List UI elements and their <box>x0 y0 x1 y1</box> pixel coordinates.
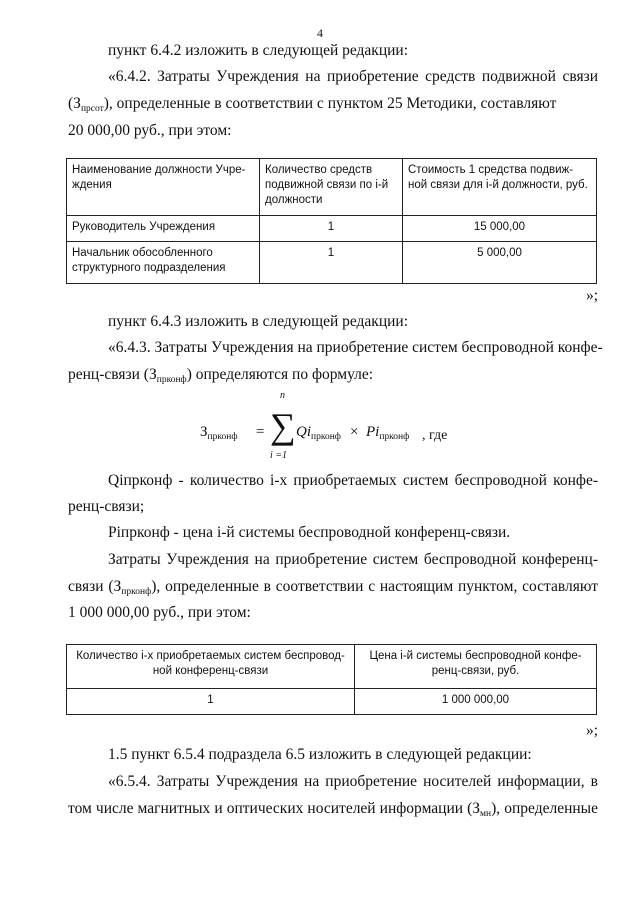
table-row <box>67 242 597 284</box>
definition-qi-line2: ренц-связи; <box>68 498 145 515</box>
paragraph-6-4-3-line1: «6.4.3. Затраты Учреждения на приобретение систем беспроводной конфе- <box>108 339 603 356</box>
paragraph-costs-line2: связи $(З_{прконф})$, определенные в соответствии с настоящим пунктом, составляют <box>68 578 599 597</box>
table-cell: 15 000,00 <box>403 216 597 242</box>
table-header-row <box>67 645 597 689</box>
table-header-cell: Стоимость 1 средства подвиж-ной связи для i-й должности, руб. <box>403 159 597 216</box>
formula-lower-limit: i =1 <box>270 450 288 461</box>
closing-quote: »; <box>585 722 598 739</box>
formula-price: $Pi_{прконф}$ <box>366 424 410 442</box>
paragraph-6-4-3-intro: пункт 6.4.3 изложить в следующей редакции: <box>108 313 409 330</box>
table-cell: Начальник обособленного структурного подразделения <box>67 242 260 284</box>
mobile-devices-table <box>66 158 597 284</box>
formula-sigma: ∑ <box>270 406 296 446</box>
table-header-cell: Количество средств подвижной связи по i-й должности <box>260 159 403 216</box>
table-cell: 1 000 000,00 <box>355 689 597 715</box>
table-row <box>67 216 597 242</box>
paragraph-6-4-2-line2: $(З_{прсот})$, определенные в соответствии с пунктом 25 Методики, составляют <box>68 95 557 114</box>
paragraph-costs-line3: 1 000 000,00 руб., при этом: <box>68 604 251 621</box>
paragraph-6-5-4-line2: том числе магнитных и оптических носителей информации $(З_{мн})$, определенные <box>68 800 598 819</box>
table-cell: 1 <box>67 689 355 715</box>
formula-where: , где <box>422 428 448 443</box>
table-header-cell: Наименование должности Учре-ждения <box>67 159 260 216</box>
paragraph-6-5-4-line1: «6.5.4. Затраты Учреждения на приобретение носителей информации, в <box>108 773 598 790</box>
paragraph-6-4-2-line3: 20 000,00 руб., при этом: <box>68 122 232 139</box>
closing-quote: »; <box>585 287 598 304</box>
formula-quantity: $Qi_{прконф}$ <box>296 424 341 442</box>
paragraph-6-4-2-line1: «6.4.2. Затраты Учреждения на приобретение средств подвижной связи <box>108 68 598 85</box>
table-cell: Руководитель Учреждения <box>67 216 260 242</box>
definition-qi-line1: Qiпрконф - количество i-х приобретаемых систем беспроводной конфе- <box>108 472 598 489</box>
table-header-cell: Количество i-х приобретаемых систем беспровод-ной конференц-связи <box>67 645 355 689</box>
cost-formula <box>200 390 480 462</box>
formula-times: × <box>350 424 359 440</box>
formula-equals: = <box>256 424 265 440</box>
formula-upper-limit: n <box>280 390 285 401</box>
definition-pi: Piпрконф - цена i-й системы беспроводной конференц-связи. <box>108 524 511 541</box>
page-number: 4 <box>317 26 323 40</box>
table-cell: 5 000,00 <box>403 242 597 284</box>
table-cell: 1 <box>260 216 403 242</box>
conference-systems-table <box>66 644 597 715</box>
table-header-cell: Цена i-й системы беспроводной конфе-ренц-связи, руб. <box>355 645 597 689</box>
formula-lhs: $З_{прконф}$ <box>200 424 238 442</box>
paragraph-1-5-intro: 1.5 пункт 6.5.4 подраздела 6.5 изложить в следующей редакции: <box>108 746 532 763</box>
table-header-row <box>67 159 597 216</box>
table-cell: 1 <box>260 242 403 284</box>
paragraph-6-4-3-line2: ренц-связи $(З_{прконф})$ определяются по формуле: <box>68 366 374 385</box>
table-row <box>67 689 597 715</box>
paragraph-6-4-2-intro: пункт 6.4.2 изложить в следующей редакции: <box>108 42 409 59</box>
paragraph-costs-line1: Затраты Учреждения на приобретение систем беспроводной конференц- <box>108 551 598 568</box>
